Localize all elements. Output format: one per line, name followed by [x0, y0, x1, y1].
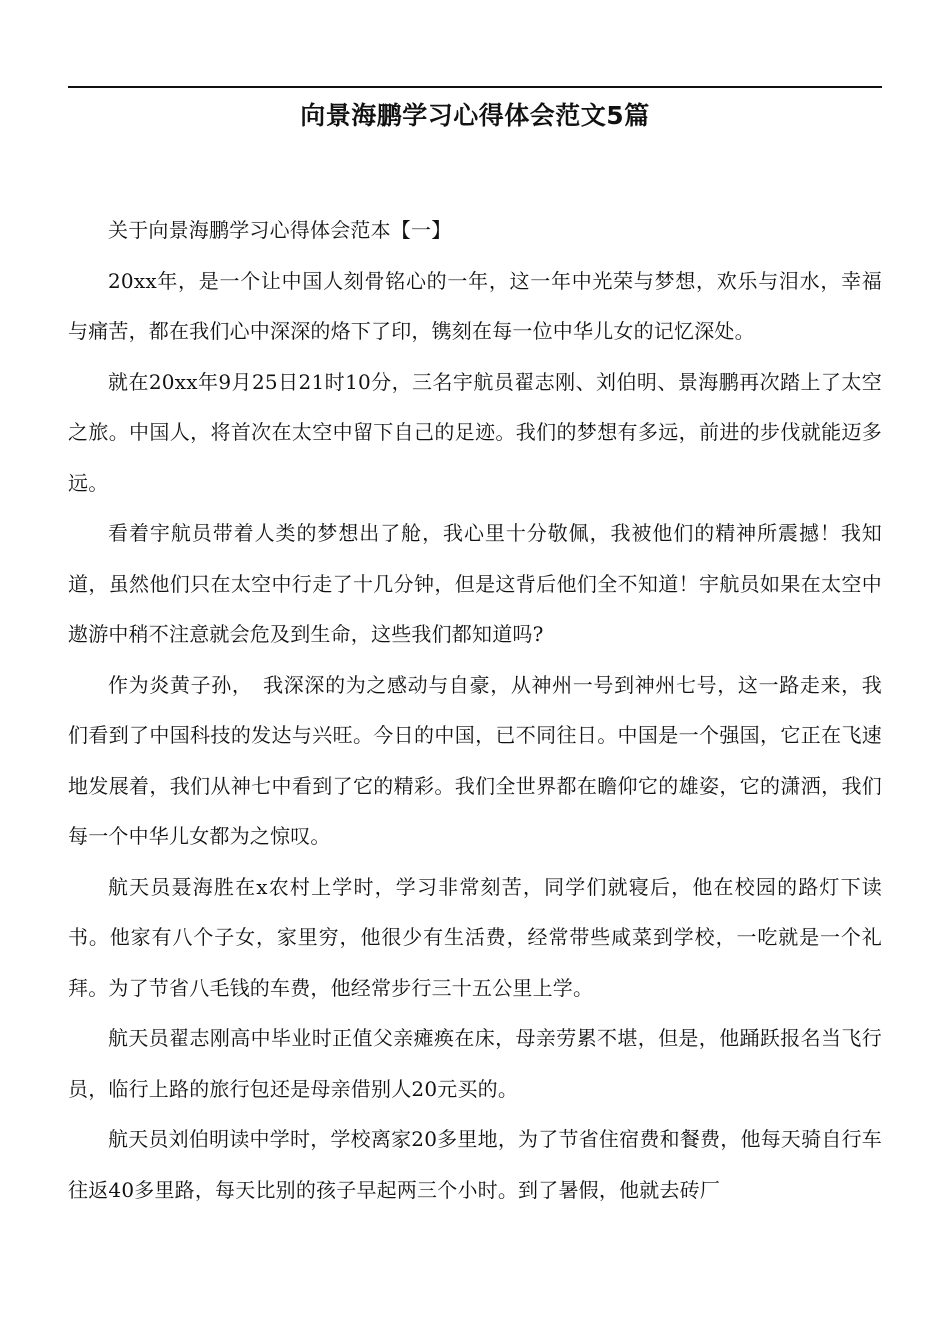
- section-heading: 关于向景海鹏学习心得体会范本【一】: [108, 218, 452, 242]
- header-rule: [68, 86, 882, 88]
- paragraph: 航天员翟志刚高中毕业时正值父亲瘫痪在床，母亲劳累不堪，但是，他踊跃报名当飞行员，临行上路的旅行包还是母亲借别人20元买的。: [68, 1026, 882, 1101]
- paragraph: 航天员刘伯明读中学时，学校离家20多里地，为了节省住宿费和餐费，他每天骑自行车往返40多里路，每天比别的孩子早起两三个小时。到了暑假，他就去砖厂: [68, 1127, 882, 1202]
- paragraph: 20xx年，是一个让中国人刻骨铭心的一年，这一年中光荣与梦想，欢乐与泪水，幸福与痛苦，都在我们心中深深的烙下了印，镌刻在每一位中华儿女的记忆深处。: [68, 268, 882, 343]
- paragraph: 作为炎黄子孙， 我深深的为之感动与自豪，从神州一号到神州七号，这一路走来，我们看到了中国科技的发达与兴旺。今日的中国，已不同往日。中国是一个强国，它正在飞速地发展着，我们从神七中看到了它的精彩。我们全世界都在瞻仰它的雄姿，它的潇洒，我们每一个中华儿女都为之惊叹。: [68, 672, 882, 848]
- paragraph: 就在20xx年9月25日21时10分，三名宇航员翟志刚、刘伯明、景海鹏再次踏上了太空之旅。中国人，将首次在太空中留下自己的足迹。我们的梦想有多远，前进的步伐就能迈多远。: [68, 369, 882, 495]
- document-body: [68, 205, 882, 1215]
- document-title: 向景海鹏学习心得体会范文5篇: [300, 101, 650, 130]
- paragraph: 航天员聂海胜在x农村上学时，学习非常刻苦，同学们就寝后，他在校园的路灯下读书。他家有八个子女，家里穷，他很少有生活费，经常带些咸菜到学校，一吃就是一个礼拜。为了节省八毛钱的车费，他经常步行三十五公里上学。: [68, 874, 882, 1000]
- paragraph: 看着宇航员带着人类的梦想出了舱，我心里十分敬佩，我被他们的精神所震撼！我知道，虽然他们只在太空中行走了十几分钟，但是这背后他们全不知道！宇航员如果在太空中遨游中稍不注意就会危及到生命，这些我们都知道吗?: [68, 521, 882, 646]
